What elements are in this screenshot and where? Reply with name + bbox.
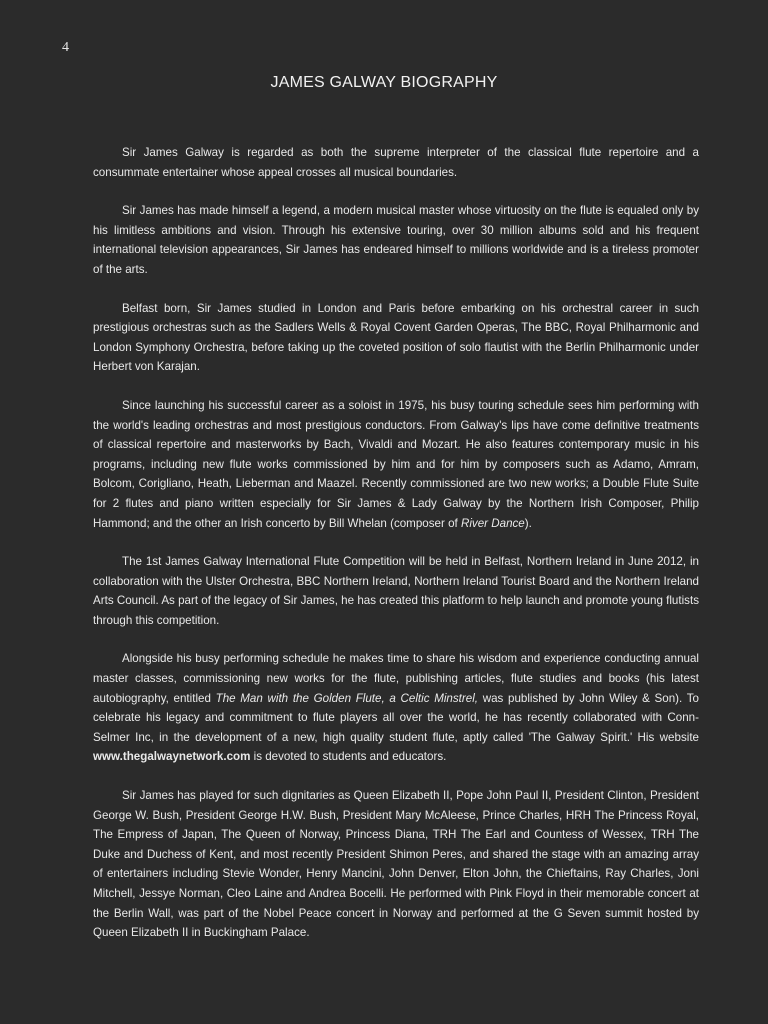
biography-body — [93, 143, 699, 962]
paragraph-competition: The 1st James Galway International Flute Competition will be held in Belfast, Northern Ireland in June 2012, in collaboration with the Ulster Orchestra, BBC Northern Ireland, Northern Ireland Tourist Board and the Northern Ireland Arts Council. As part of the legacy of Sir James, he has created this platform to help launch and promote young flutists through this competition. — [93, 555, 699, 627]
paragraph-education — [93, 649, 699, 767]
paragraph-soloist-career — [93, 396, 699, 533]
paragraph-early-career: Belfast born, Sir James studied in London and Paris before embarking on his orchestral career in such prestigious orchestras such as the Sadlers Wells & Royal Covent Garden Operas, The BBC, Royal Philharmonic and London Symphony Orchestra, before taking up the coveted position of solo flautist with the Berlin Philharmonic under Herbert von Karajan. — [93, 301, 699, 374]
paragraph-education-text: Alongside his busy performing schedule he makes time to share his wisdom and experience conducting annual master classes, commissioning new works for the flute, publishing articles, flute studies and books (his latest autobiography, entitled — [93, 652, 699, 705]
paragraph-education-middle: was published by John Wiley & Son). To celebrate his legacy and commitment to flute players all over the world, he has recently collaborated with Conn- Selmer Inc, in the development of a new, high quality student flute, aptly called 'The Galway Spirit.' His website — [93, 691, 699, 744]
website-link[interactable]: www.thegalwaynetwork.com — [93, 750, 251, 764]
autobiography-title: The Man with the Golden Flute, a Celtic Minstrel, — [215, 691, 479, 705]
paragraph-legend: Sir James has made himself a legend, a modern musical master whose virtuosity on the flute is equaled only by his limitless ambitions and vision. Through his extensive touring, over 30 million albums sold and his frequent international television appearances, Sir James has endeared himself to millions worldwide and is a tireless promoter of the arts. — [93, 204, 699, 276]
river-dance-title: River Dance — [460, 516, 525, 530]
paragraph-dignitaries: Sir James has played for such dignitaries as Queen Elizabeth II, Pope John Paul II, President Clinton, President George W. Bush, President George H.W. Bush, President Mary McAleese, Prince Charles, HRH The Princess Royal, The Empress of Japan, The Queen of Norway, Princess Diana, TRH The Earl and Countess of Wessex, TRH The Duke and Duchess of Kent, and most recently President Shimon Peres, and shared the stage with an amazing array of entertainers including Stevie Wonder, Henry Mancini, John Denver, Elton John, the Chieftains, Ray Charles, Joni Mitchell, Jessye Norman, Cleo Laine and Andrea Bocelli. He performed with Pink Floyd in their memorable concert at the Berlin Wall, was part of the Nobel Peace concert in Norway and performed at the G Seven summit hosted by Queen Elizabeth II in Buckingham Palace. — [93, 789, 699, 940]
paragraph-education-end: is devoted to students and educators. — [250, 750, 447, 764]
paragraph-intro: Sir James Galway is regarded as both the supreme interpreter of the classical flute repertoire and a consummate entertainer whose appeal crosses all musical boundaries. — [93, 146, 699, 179]
paragraph-soloist-text: Since launching his successful career as a soloist in 1975, his busy touring schedule sees him performing with the world's leading orchestras and most prestigious conductors. From Galway's lips have come definitive treatments of classical repertoire and masterworks by Bach, Vivaldi and Mozart. He also features contemporary music in his programs, including new flute works commissioned by him and for him by composers such as Adamo, Amram, Bolcom, Corigliano, Heath, Lieberman and Maazel. Recently commissioned are two new works; a Double Flute Suite for 2 flutes and piano written especially for Sir James & Lady Galway by the Northern Irish Composer, Philip Hammond; and the other an Irish concerto by Bill Whelan (composer of — [93, 398, 699, 530]
paragraph-soloist-end: ). — [524, 516, 532, 530]
page-title: JAMES GALWAY BIOGRAPHY — [270, 74, 498, 91]
page-number: 4 — [62, 40, 69, 55]
